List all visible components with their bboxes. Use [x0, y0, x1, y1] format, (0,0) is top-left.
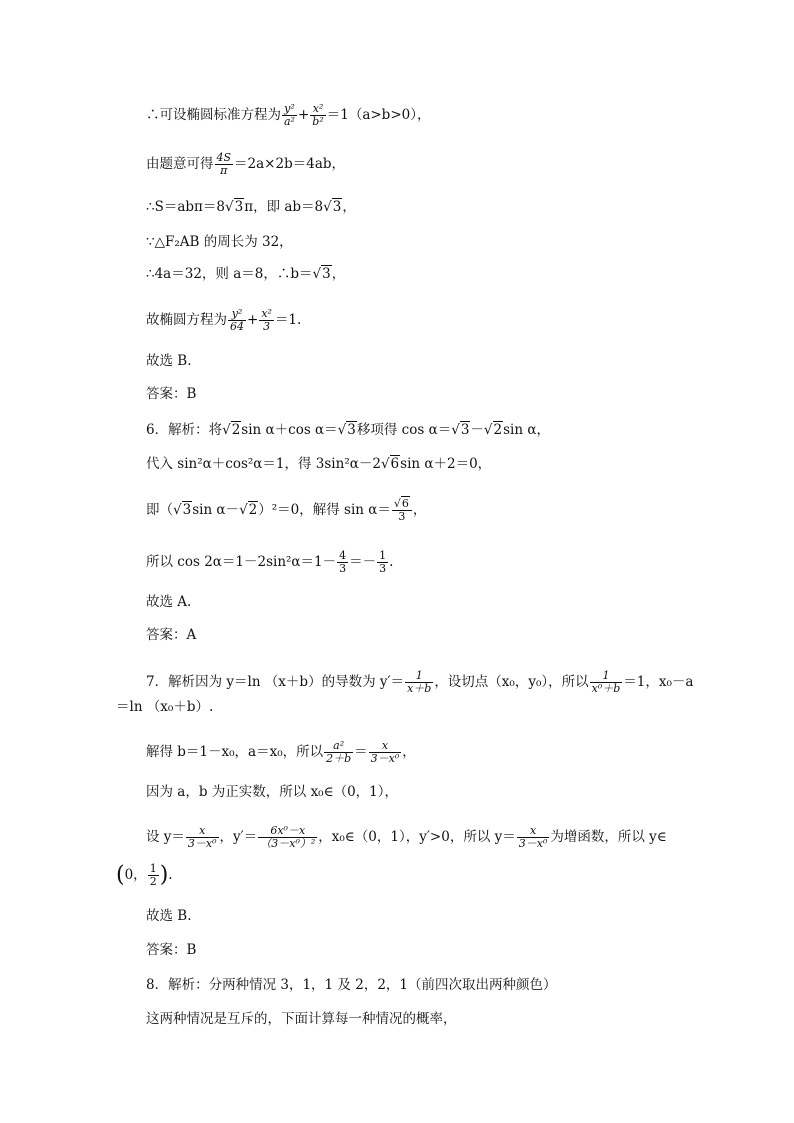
fraction: $\frac{4S}{\pi}$ — [216, 151, 232, 177]
solution-line: 故选 B. — [146, 353, 192, 369]
fraction: $\frac{\text{x²}}{\text{b²}}$ — [312, 102, 324, 128]
sqrt: √ 3 — [451, 421, 470, 439]
fraction: $\frac{1}{x+b}$ — [407, 669, 432, 695]
solution-line: 由题意可得 $\frac{4S}{\pi}$ ＝2a×2b＝4ab， — [146, 151, 346, 177]
solution-line: 解得 b＝1－x₀，a＝x₀，所以 $\frac{\text{a²}}{2+b}$ ＝ $\frac{x}{\text{3－x⁰}}$ ， — [146, 739, 416, 765]
solution-line: 设 y＝ $\frac{x}{\text{3－x⁰}}$ ，y′＝ $\frac{\text{6x⁰－x}}{\text{（3－x⁰）²}}$ ，x₀∈（0，1），y′>0，所以 y＝ $\frac{x}{\text{3－x⁰}}$ 为增函数，所以 y∈ — [146, 824, 667, 850]
fraction: $\frac{\text{y²}}{64}$ — [230, 307, 244, 333]
answer-line: 答案：B — [146, 942, 197, 958]
solution-line: ∵△F₂AB 的周长为 32， — [146, 234, 293, 250]
sqrt: √ 3 — [173, 501, 192, 519]
fraction: $\frac{1}{\text{x⁰＋b}}$ — [591, 669, 621, 695]
fraction: $\frac{\text{a²}}{2+b}$ — [326, 739, 352, 765]
fraction: $\frac{x}{\text{3－x⁰}}$ — [370, 739, 400, 765]
solution-line: 故选 A. — [146, 594, 192, 610]
solution-line: 7．解析因为 y＝ln （x＋b）的导数为 y′＝ $\frac{1}{x+b}$ ，设切点（x₀，y₀），所以 $\frac{1}{\text{x⁰＋b}}$ ＝1，x₀－a — [146, 669, 694, 695]
fraction: $\frac{4}{3}$ — [339, 549, 347, 575]
solution-line: 6．解析：将√ 2sin α＋cos α＝√ 3移项得 cos α＝√ 3－√ 2sin α， — [146, 421, 550, 439]
fraction: $\frac{\text{6x⁰－x}}{\text{（3－x⁰）²}}$ — [260, 824, 316, 850]
sqrt: √ 6 — [394, 498, 410, 510]
answer-line: 答案：A — [146, 627, 197, 643]
sqrt: √ 2 — [222, 421, 241, 439]
solution-line: 故椭圆方程为 $\frac{\text{y²}}{64}$ + $\frac{\text{x²}}{3}$ ＝1. — [146, 307, 302, 333]
solution-line: 这两种情况是互斥的，下面计算每一种情况的概率， — [146, 1011, 457, 1027]
solution-line: ∴4a＝32，则 a＝8，∴b＝√ 3， — [146, 265, 345, 283]
fraction: $\frac{\text{y²}}{\text{a²}}$ — [284, 102, 295, 128]
sqrt: √ 3 — [338, 421, 357, 439]
solution-line: 代入 sin²α＋cos²α＝1，得 3sin²α－2√ 6sin α＋2＝0， — [146, 455, 491, 473]
sqrt: √ 3 — [323, 198, 342, 216]
fraction: $\frac{1}{2}$ — [149, 862, 157, 888]
solution-line: 即（√ 3sin α－√ 2）²＝0，解得 sin α＝ √ $\frac{6}{3}$ ， — [146, 498, 426, 523]
solution-line: ＝ln （x₀＋b）. — [116, 699, 214, 715]
fraction: √ $\frac{6}{3}$ — [392, 498, 412, 523]
sqrt: √ 2 — [484, 421, 503, 439]
solution-line: 所以 cos 2α＝1－2sin²α＝1－ $\frac{4}{3}$ ＝－ $\frac{1}{3}$ . — [146, 549, 394, 575]
solution-line: ∴S＝abπ＝8√ 3π，即 ab＝8√ 3， — [146, 198, 356, 216]
answer-line: 答案：B — [146, 386, 197, 402]
fraction: $\frac{1}{3}$ — [379, 549, 387, 575]
solution-line: 因为 a，b 为正实数，所以 x₀∈（0，1）， — [146, 784, 399, 800]
sqrt: √ 3 — [312, 265, 331, 283]
solution-line: (0， $\frac{1}{2}$ ). — [116, 862, 173, 888]
sqrt: √ 2 — [239, 501, 258, 519]
fraction: $\frac{\text{x²}}{3}$ — [261, 307, 272, 333]
solution-line: ∴可设椭圆标准方程为 $\frac{\text{y²}}{\text{a²}}$ + $\frac{\text{x²}}{\text{b²}}$ ＝1（a>b>0）， — [146, 102, 431, 128]
sqrt: √ 3 — [225, 198, 244, 216]
solution-line: 8．解析：分两种情况 3，1，1 及 2，2，1（前四次取出两种颜色） — [146, 977, 557, 993]
fraction: $\frac{x}{\text{3－x⁰}}$ — [187, 824, 217, 850]
fraction: $\frac{x}{\text{3－x⁰}}$ — [518, 824, 548, 850]
sqrt: √ 6 — [381, 455, 400, 473]
solution-line: 故选 B. — [146, 908, 192, 924]
